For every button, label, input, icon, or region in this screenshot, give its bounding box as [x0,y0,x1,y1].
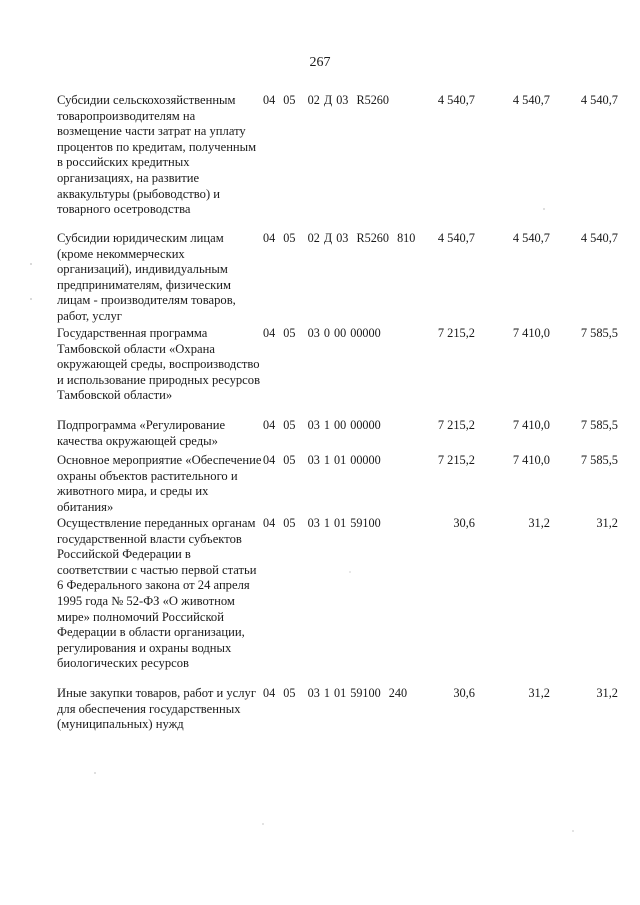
row-budget-code: 04 05 03 0 00 00000 [263,326,381,340]
row-budget-code: 04 05 02 Д 03 R5260 810 [263,231,416,245]
row-description: Подпрограмма «Регулирование качества окружающей среды» [57,418,226,448]
row-budget-code: 04 05 02 Д 03 R5260 [263,93,389,107]
row-budget-code: 04 05 03 1 00 00000 [263,418,381,432]
scan-speck [94,772,96,774]
page-number: 267 [309,55,331,70]
row-description: Иные закупки товаров, работ и услуг для обеспечения государственных (муниципальных) нужд [57,686,257,732]
row-value-year-1: 7 215,2 [437,418,475,432]
row-value-year-1: 4 540,7 [437,231,475,245]
scan-speck [572,830,574,832]
row-description: Государственная программа Тамбовской области «Охрана окружающей среды, воспроизводство и использование природных ресурсов Тамбовской области» [57,326,261,403]
row-description: Субсидии сельскохозяйственным товаропроизводителям на возмещение части затрат на уплату процентов по кредитам, полученным в российских кредитных организациях, на развитие аквакультуры (рыбоводство) и товарного осетроводства [57,93,257,217]
row-budget-code: 04 05 03 1 01 00000 [263,453,381,467]
scan-speck [262,823,264,825]
scan-speck [30,298,32,300]
row-value-year-2: 7 410,0 [512,326,550,340]
row-value-year-2: 31,2 [528,516,550,530]
row-value-year-3: 31,2 [596,516,618,530]
row-value-year-2: 31,2 [528,686,550,700]
row-value-year-1: 7 215,2 [437,453,475,467]
row-description: Основное мероприятие «Обеспечение охраны объектов растительного и животного мира, и среды их обитания» [57,453,262,514]
row-value-year-3: 7 585,5 [580,453,618,467]
scan-speck [349,571,351,573]
row-value-year-3: 7 585,5 [580,326,618,340]
scan-speck [543,208,545,210]
row-value-year-3: 7 585,5 [580,418,618,432]
row-budget-code: 04 05 03 1 01 59100 240 [263,686,408,700]
row-value-year-1: 4 540,7 [437,93,475,107]
row-value-year-2: 4 540,7 [512,231,550,245]
row-value-year-1: 30,6 [453,686,475,700]
row-value-year-2: 7 410,0 [512,418,550,432]
row-value-year-3: 31,2 [596,686,618,700]
row-value-year-3: 4 540,7 [580,93,618,107]
row-value-year-1: 7 215,2 [437,326,475,340]
scan-speck [30,263,32,265]
row-description: Субсидии юридическим лицам (кроме некоммерческих организаций), индивидуальным предпринимателям, физическим лицам - производителям товаров, работ, услуг [57,231,236,323]
row-value-year-2: 4 540,7 [512,93,550,107]
row-budget-code: 04 05 03 1 01 59100 [263,516,381,530]
row-value-year-2: 7 410,0 [512,453,550,467]
row-description: Осуществление переданных органам государственной власти субъектов Российской Федерации в соответствии с частью первой статьи 6 Федерального закона от 24 апреля 1995 года № 52-ФЗ «О животном мире» полномочий Российской Федерации в области организации, регулирования и охраны водных биологических ресурсов [57,516,257,671]
row-value-year-1: 30,6 [453,516,475,530]
row-value-year-3: 4 540,7 [580,231,618,245]
